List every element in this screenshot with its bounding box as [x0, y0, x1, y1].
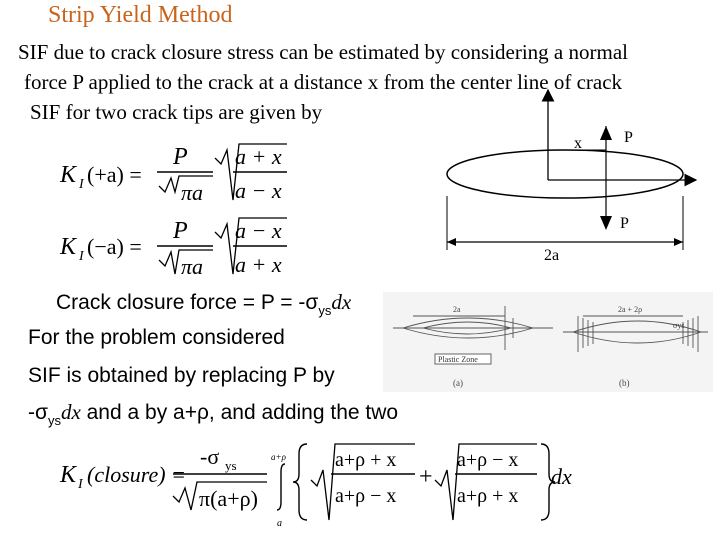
adding-dx: dx	[60, 400, 81, 424]
adding-rest: and a by a+ρ, and adding the two	[80, 401, 399, 424]
term1-den: a+ρ − x	[335, 485, 397, 507]
closure-num-sub: ys	[225, 458, 237, 473]
closure-plus: +	[419, 464, 433, 490]
eq2-k: K	[60, 234, 77, 260]
sif-equations	[55, 140, 305, 280]
eq2-rad-den: a + x	[235, 252, 282, 277]
label-x: x	[574, 135, 582, 152]
term2-num: a+ρ − x	[457, 449, 519, 471]
brace-left	[293, 444, 307, 520]
figure-b-sigma: σys	[673, 321, 685, 330]
closure-force-text: Crack closure force = P = -σ	[56, 291, 319, 314]
figure-a-2a: 2a	[453, 305, 461, 314]
intro-line-1: SIF due to crack closure stress can be estimated by considering a normal	[18, 40, 628, 64]
closure-force-dx: dx	[331, 290, 352, 314]
eq1-rad-num: a + x	[235, 144, 282, 169]
closure-num: -σ	[200, 444, 220, 469]
eq2-num: P	[173, 218, 188, 244]
closure-den: π(a+ρ)	[199, 486, 258, 511]
closure-force-sub: ys	[318, 303, 332, 318]
closure-dx: dx	[551, 464, 572, 489]
sif-equation-plus-a	[59, 144, 287, 205]
term1-num: a+ρ + x	[335, 449, 397, 471]
slide-title: Strip Yield Method	[48, 2, 233, 28]
closure-force-statement	[56, 290, 351, 318]
crack-diagram	[440, 86, 710, 266]
closure-k-sub: I	[78, 477, 83, 492]
eq1-k: K	[60, 162, 77, 188]
figure-a-label: (a)	[453, 378, 463, 388]
eq1-den: πa	[181, 180, 204, 205]
crack-ellipse	[447, 150, 683, 198]
figure-a-plastic-zone: Plastic Zone	[438, 355, 478, 364]
strip-yield-figure	[383, 292, 713, 392]
adding-sub: ys	[47, 413, 61, 428]
intro-line-2: force P applied to the crack at a distance x from the center line of crack	[24, 70, 623, 94]
adding-statement	[28, 400, 398, 428]
eq1-sub: I	[79, 177, 84, 192]
label-p-top: P	[624, 129, 633, 146]
problem-statement: For the problem considered	[28, 326, 285, 349]
term2-den: a+ρ + x	[457, 485, 519, 507]
adding-sigma: -σ	[28, 401, 48, 424]
label-p-bottom: P	[620, 215, 629, 232]
replacement-statement: SIF is obtained by replacing P by	[28, 364, 335, 387]
eq1-rad-den: a − x	[235, 178, 282, 203]
integral-upper: a+ρ	[271, 452, 286, 462]
eq2-rad-num: a − x	[235, 218, 282, 243]
integral-lower: a	[277, 518, 282, 529]
sif-equation-minus-a	[59, 218, 287, 279]
p-top-arrow	[600, 126, 612, 140]
integral-sign	[277, 464, 285, 510]
figure-b-label: (b)	[619, 378, 630, 388]
closure-k: K	[60, 462, 77, 488]
eq1-num: P	[173, 144, 188, 170]
eq1-arg: (+a) =	[87, 162, 142, 187]
label-2a: 2a	[544, 247, 560, 264]
closure-arg: (closure) =	[87, 462, 186, 487]
closure-equation	[55, 438, 615, 530]
p-bottom-arrow	[600, 216, 612, 230]
figure-b-2a2p: 2a + 2ρ	[618, 305, 643, 314]
eq2-arg: (−a) =	[87, 234, 142, 259]
intro-line-3: SIF for two crack tips are given by	[30, 100, 323, 124]
eq2-den: πa	[181, 254, 204, 279]
eq2-sub: I	[79, 249, 84, 264]
